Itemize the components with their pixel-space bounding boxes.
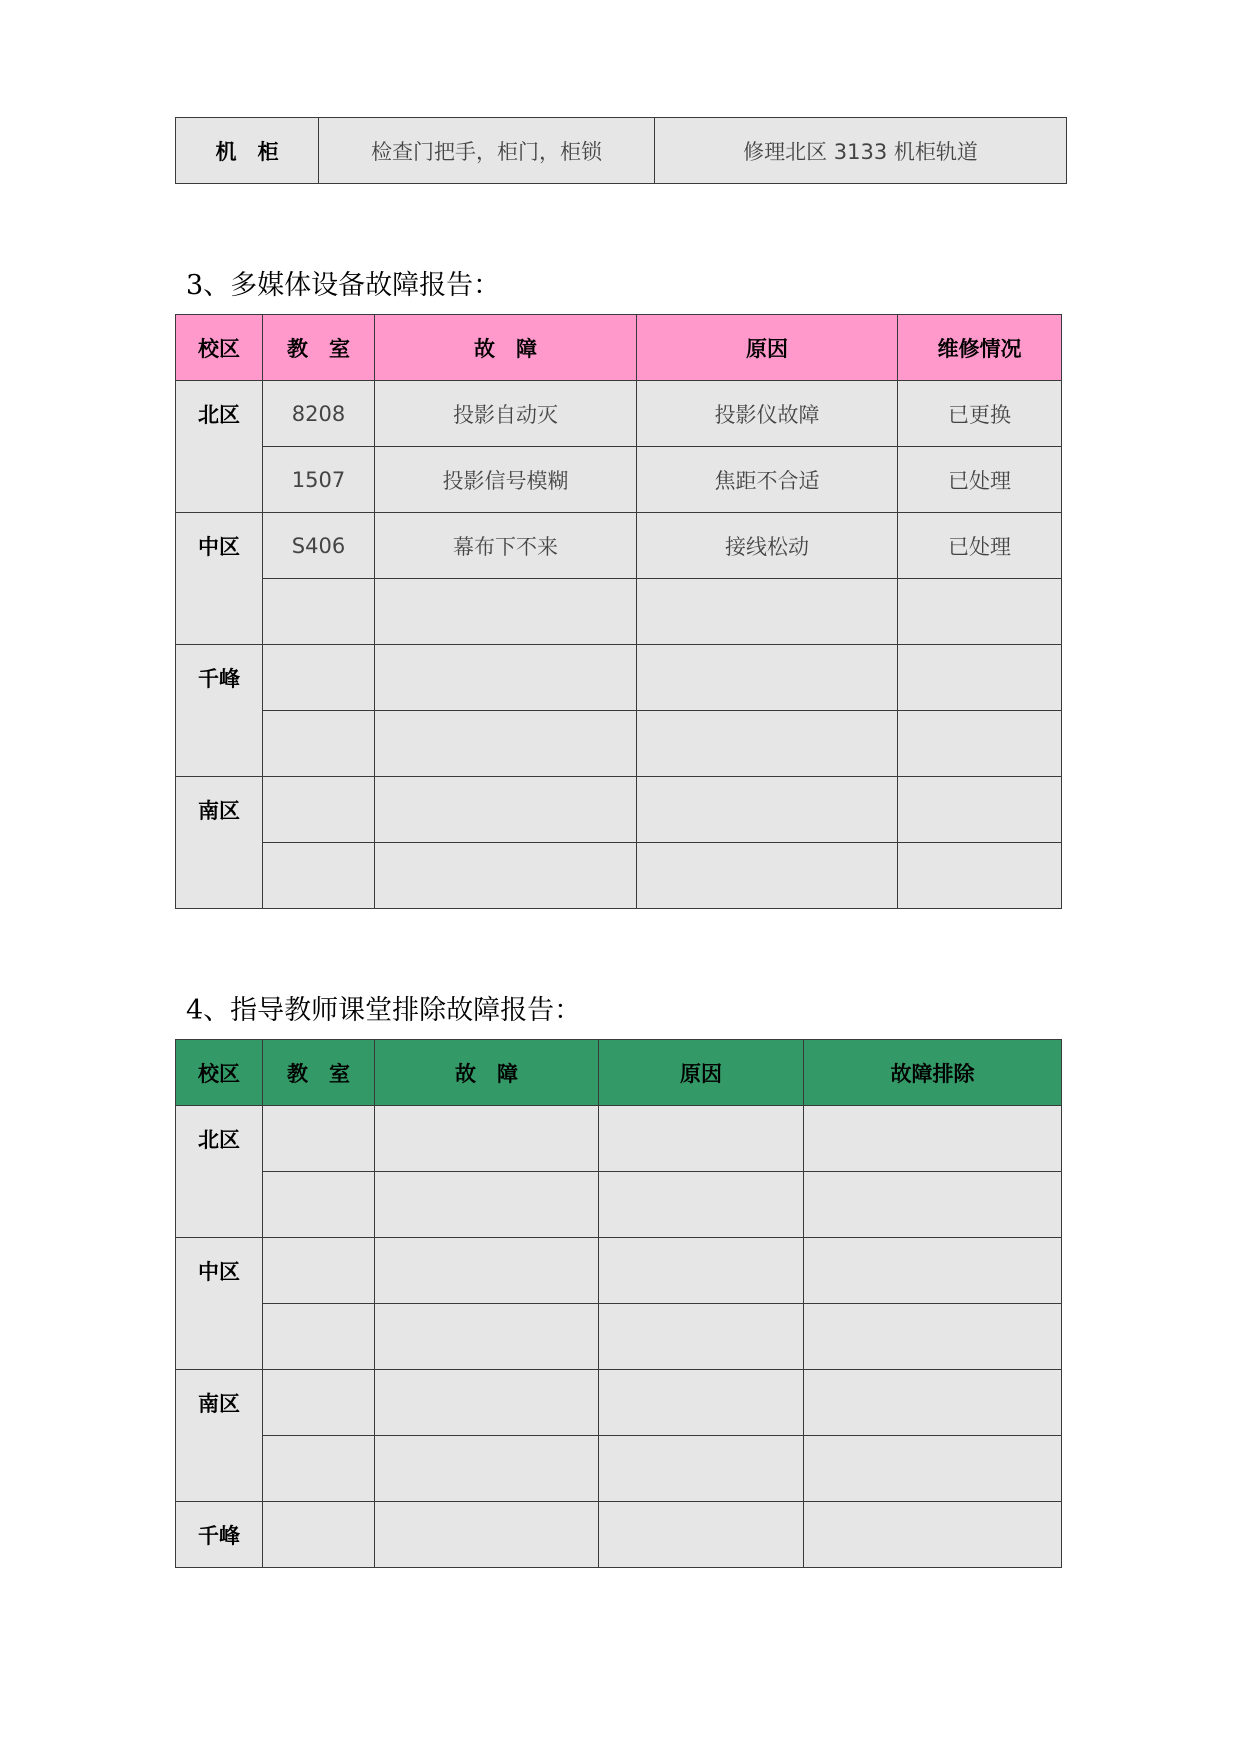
cabinet-check-cell: 检查门把手，柜门，柜锁 [319, 118, 655, 184]
cause-cell [637, 777, 898, 843]
fault-cell [375, 777, 637, 843]
status-cell: 已处理 [898, 513, 1062, 579]
status-cell [898, 711, 1062, 777]
cause-cell [599, 1172, 804, 1238]
campus-cell: 北区 [176, 381, 263, 513]
multimedia-fault-table [175, 314, 1062, 909]
fault-cell: 投影信号模糊 [375, 447, 637, 513]
table-header-row [176, 315, 1062, 381]
resolution-cell [804, 1106, 1062, 1172]
campus-cell: 中区 [176, 513, 263, 645]
resolution-cell [804, 1172, 1062, 1238]
fault-cell [375, 1172, 599, 1238]
fault-cell [375, 1106, 599, 1172]
room-cell: S406 [263, 513, 375, 579]
table-row [176, 843, 1062, 909]
table-row [176, 1370, 1062, 1436]
cause-cell [599, 1502, 804, 1568]
status-cell [898, 777, 1062, 843]
room-cell: 1507 [263, 447, 375, 513]
cabinet-repair-cell: 修理北区 3133 机柜轨道 [655, 118, 1067, 184]
fault-cell [375, 1370, 599, 1436]
status-cell [898, 645, 1062, 711]
cause-cell [637, 711, 898, 777]
table-row [176, 777, 1062, 843]
fault-cell [375, 1436, 599, 1502]
fault-cell [375, 579, 637, 645]
room-cell [263, 777, 375, 843]
status-cell [898, 579, 1062, 645]
table-row [176, 1238, 1062, 1304]
resolution-cell [804, 1304, 1062, 1370]
header-resolution: 故障排除 [804, 1040, 1062, 1106]
campus-cell: 南区 [176, 777, 263, 909]
table-row [176, 1172, 1062, 1238]
resolution-cell [804, 1502, 1062, 1568]
room-cell [263, 1502, 375, 1568]
cause-cell [599, 1304, 804, 1370]
section4-title: 4、指导教师课堂排除故障报告： [186, 995, 582, 1026]
table-header-row [176, 1040, 1062, 1106]
campus-cell: 千峰 [176, 1502, 263, 1568]
room-cell: 8208 [263, 381, 375, 447]
resolution-cell [804, 1238, 1062, 1304]
table-row [176, 513, 1062, 579]
table-row [176, 1502, 1062, 1568]
header-cause: 原因 [599, 1040, 804, 1106]
room-cell [263, 711, 375, 777]
room-cell [263, 1106, 375, 1172]
status-cell [898, 843, 1062, 909]
room-cell [263, 1436, 375, 1502]
table-row [176, 1436, 1062, 1502]
cause-cell [637, 645, 898, 711]
header-fault: 故 障 [375, 315, 637, 381]
section3-title: 3、多媒体设备故障报告： [186, 270, 501, 301]
cause-cell: 投影仪故障 [637, 381, 898, 447]
cause-cell [599, 1436, 804, 1502]
table-row [176, 711, 1062, 777]
resolution-cell [804, 1436, 1062, 1502]
cause-cell: 焦距不合适 [637, 447, 898, 513]
teacher-fault-table [175, 1039, 1062, 1568]
table-row [176, 381, 1062, 447]
cause-cell [599, 1370, 804, 1436]
status-cell: 已更换 [898, 381, 1062, 447]
header-campus: 校区 [176, 315, 263, 381]
cause-cell [599, 1106, 804, 1172]
room-cell [263, 1238, 375, 1304]
table-row [176, 1106, 1062, 1172]
campus-cell: 中区 [176, 1238, 263, 1370]
table-row [176, 579, 1062, 645]
cause-cell [599, 1238, 804, 1304]
header-cause: 原因 [637, 315, 898, 381]
campus-cell: 北区 [176, 1106, 263, 1238]
room-cell [263, 1370, 375, 1436]
fault-cell: 幕布下不来 [375, 513, 637, 579]
room-cell [263, 1304, 375, 1370]
room-cell [263, 843, 375, 909]
cabinet-table [175, 117, 1067, 184]
cause-cell [637, 843, 898, 909]
header-fault: 故 障 [375, 1040, 599, 1106]
table-row [176, 447, 1062, 513]
header-room: 教 室 [263, 1040, 375, 1106]
table-row [176, 1304, 1062, 1370]
status-cell: 已处理 [898, 447, 1062, 513]
fault-cell [375, 1238, 599, 1304]
table-row [176, 645, 1062, 711]
cause-cell: 接线松动 [637, 513, 898, 579]
fault-cell [375, 1502, 599, 1568]
header-room: 教 室 [263, 315, 375, 381]
fault-cell [375, 711, 637, 777]
room-cell [263, 579, 375, 645]
header-status: 维修情况 [898, 315, 1062, 381]
fault-cell: 投影自动灭 [375, 381, 637, 447]
campus-cell: 千峰 [176, 645, 263, 777]
fault-cell [375, 843, 637, 909]
fault-cell [375, 1304, 599, 1370]
resolution-cell [804, 1370, 1062, 1436]
campus-cell: 南区 [176, 1370, 263, 1502]
cause-cell [637, 579, 898, 645]
cabinet-item-cell: 机 柜 [176, 118, 319, 184]
room-cell [263, 1172, 375, 1238]
room-cell [263, 645, 375, 711]
header-campus: 校区 [176, 1040, 263, 1106]
fault-cell [375, 645, 637, 711]
